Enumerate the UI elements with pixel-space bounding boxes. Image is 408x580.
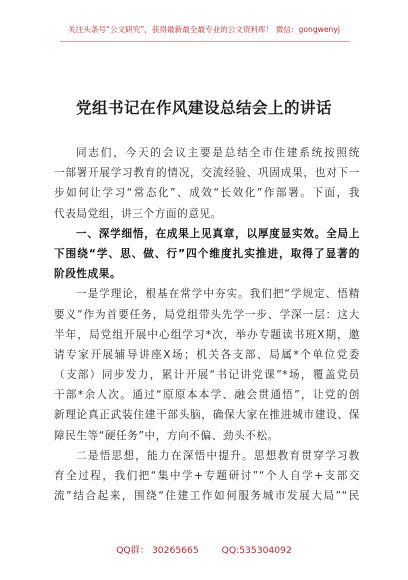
paragraph-line: 请专家开展辅导讲座X场；机关各支部、局属*个单位党委 xyxy=(54,348,360,361)
footer-qq: QQ:535304092 xyxy=(221,545,292,556)
paragraph-line: 新理论真正武装住建干部头脑，确保大家在推进城市建设、保 xyxy=(54,409,360,422)
paragraph-line: 障民生等“硬任务”中，方向不偏、劲头不松。 xyxy=(54,429,279,442)
document-title: 党组书记在作风建设总结会上的讲话 xyxy=(75,99,332,117)
paragraph-line: 育全过程，我们把“集中学+专题研讨”“个人自学+支部交 xyxy=(54,470,360,482)
paragraph-line: 一部署开展学习教育的情况，交流经验、巩固成果，也对下一 xyxy=(54,167,360,180)
header-note: 关注头条号“公文研究”，获得最新最全最专业的公文资料库！ 微信：gongwenyj xyxy=(68,25,340,34)
section-heading-line: 阶段性成果。 xyxy=(54,268,122,281)
footer-qq-group: QQ群： 30265665 xyxy=(116,545,199,556)
paragraph-line: 同志们，今天的会议主要是总结全市住建系统按照统 xyxy=(76,147,360,159)
header-divider xyxy=(60,41,350,42)
section-heading-line: 一、深学细悟，在成果上见真章，以厚度显实效。全局上 xyxy=(76,227,360,240)
paragraph-line: 要义”作为首要任务，局党组带头先学一步、学深一层：这大 xyxy=(54,308,360,321)
section-heading-line: 下围绕“学、思、做、行”四个维度扎实推进，取得了显著的 xyxy=(54,247,360,260)
footer-contact xyxy=(0,542,408,556)
paragraph-line: 二是悟思想，能力在深悟中提升。思想教育贯穿学习教 xyxy=(76,449,360,462)
paragraph-line: 一是学理论，根基在常学中夯实。我们把“学规定、悟精 xyxy=(76,288,360,301)
paragraph-line: 干部*余人次。通过“原原本本学、融会贯通悟”，让党的创 xyxy=(54,389,360,402)
paragraph-line: （支部）同步发力，累计开展“书记讲党课”*场，覆盖党员 xyxy=(54,369,360,382)
paragraph-line: 代表局党组，讲三个方面的意见。 xyxy=(54,207,222,220)
paragraph-line: 流”结合起来，围绕“住建工作如何服务城市发展大局”“民 xyxy=(54,490,360,503)
document-body xyxy=(54,143,360,506)
paragraph-line: 步如何让学习“常态化”、成效“长效化”作部署。下面，我 xyxy=(54,187,360,200)
paragraph-line: 半年，局党组开展中心组学习*次，举办专题读书班X期，邀 xyxy=(54,328,360,341)
